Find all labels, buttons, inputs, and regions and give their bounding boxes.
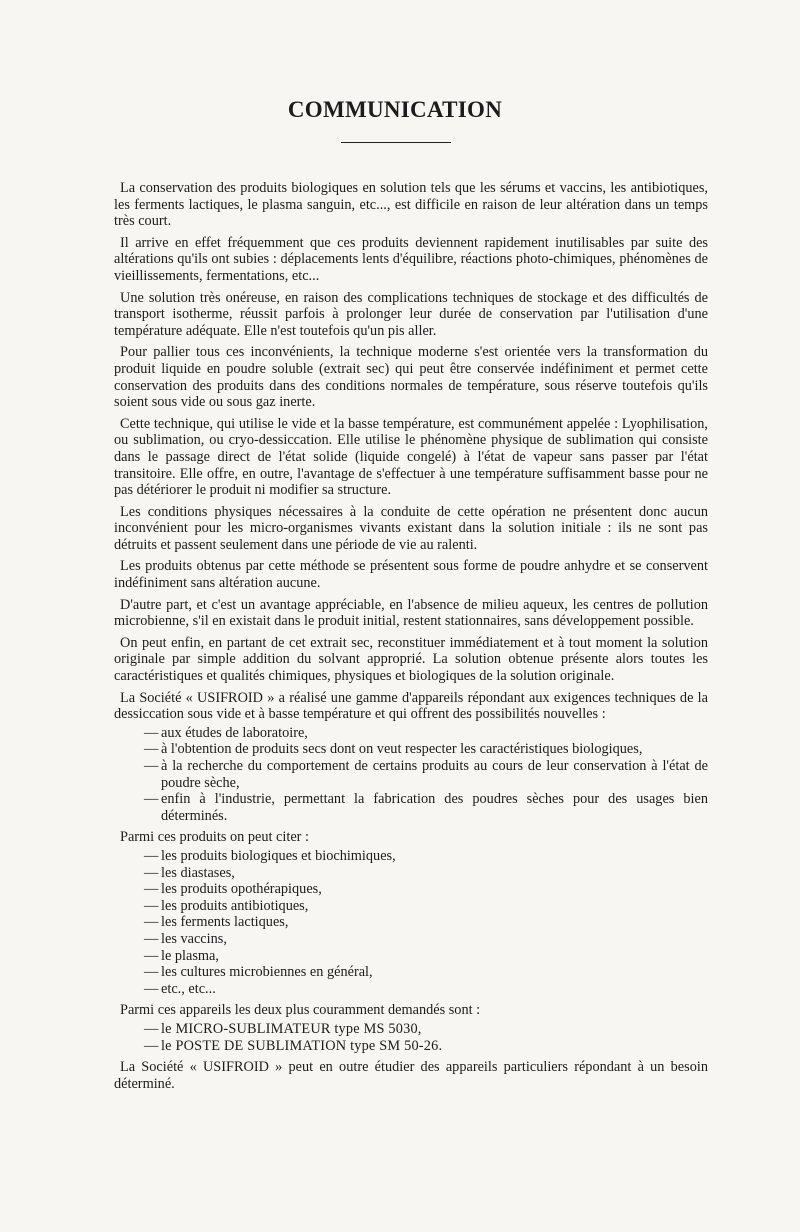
usifroid-intro: La Société « USIFROID » a réalisé une gamme d'appareils répondant aux exigences techniques de la dessiccation sous vide et à basse température et qui offrent des possibilités nouvelles :	[114, 689, 708, 723]
list-item: — les produits biologiques et biochimiques,	[144, 848, 708, 865]
list-item: — enfin à l'industrie, permettant la fabrication des poudres sèches pour des usages bien déterminés.	[144, 791, 708, 824]
products-list	[114, 848, 708, 997]
paragraph: Il arrive en effet fréquemment que ces produits deviennent rapidement inutilisables par suite des altérations qu'ils ont subies : déplacements lents d'équilibre, réactions photo-chimiques, phénomènes de vieillissements, fermentations, etc...	[114, 234, 708, 284]
title-underline	[341, 142, 451, 143]
paragraph: Cette technique, qui utilise le vide et la basse température, est communément appelée : Lyophilisation, ou sublimation, ou cryo-dessiccation. Elle utilise le phénomène physique de sublimation qui consiste dans le passage direct de l'état solide (liquide congelé) à l'état de vapeur sans passer par l'état transitoire. Elle offre, en outre, l'avantage de s'effectuer à une température suffisamment basse pour ne pas détériorer le produit ni modifier sa structure.	[114, 415, 708, 499]
paragraph: Les conditions physiques nécessaires à la conduite de cette opération ne présentent donc aucun inconvénient pour les micro-organismes vivants existant dans la solution initiale : ils ne sont pas détruits et passent seulement dans une période de vie au ralenti.	[114, 503, 708, 553]
list-item: — les cultures microbiennes en général,	[144, 964, 708, 981]
list-item: — le POSTE DE SUBLIMATION type SM 50-26.	[144, 1038, 708, 1055]
paragraph: La conservation des produits biologiques en solution tels que les sérums et vaccins, les antibiotiques, les ferments lactiques, le plasma sanguin, etc..., est difficile en raison de leur altération dans un temps très court.	[114, 180, 708, 230]
paragraph: Une solution très onéreuse, en raison des complications techniques de stockage et des difficultés de transport isotherme, réussit parfois à prolonger leur durée de conservation par l'utilisation d'une température adéquate. Elle n'est toutefois qu'un pis aller.	[114, 289, 708, 339]
paragraph: On peut enfin, en partant de cet extrait sec, reconstituer immédiatement et à tout moment la solution originale par simple addition du solvant approprié. La solution obtenue présente alors toutes les caractéristiques et qualités chimiques, physiques et biologiques de la solution originale.	[114, 634, 708, 685]
closing-paragraph: La Société « USIFROID » peut en outre étudier des appareils particuliers répondant à un besoin déterminé.	[114, 1059, 708, 1092]
paragraph: D'autre part, et c'est un avantage appréciable, en l'absence de milieu aqueux, les centres de pollution microbienne, s'il en existait dans le produit initial, restent stationnaires, sans développement possible.	[114, 596, 708, 630]
page-title: COMMUNICATION	[287, 97, 503, 122]
list-item: — le plasma,	[144, 948, 708, 965]
devices-list	[114, 1021, 708, 1054]
list-item: — à l'obtention de produits secs dont on veut respecter les caractéristiques biologiques,	[144, 741, 708, 758]
list-item: — les ferments lactiques,	[144, 914, 708, 931]
devices-intro: Parmi ces appareils les deux plus couramment demandés sont :	[120, 1002, 481, 1019]
list-item: — le MICRO-SUBLIMATEUR type MS 5030,	[144, 1021, 708, 1038]
products-intro: Parmi ces produits on peut citer :	[120, 829, 309, 846]
paragraph: Les produits obtenus par cette méthode se présentent sous forme de poudre anhydre et se conservent indéfiniment sans altération aucune.	[114, 558, 708, 592]
usifroid-list	[114, 725, 708, 825]
list-item: — etc., etc...	[144, 981, 708, 998]
list-item: — les produits opothérapiques,	[144, 881, 708, 898]
list-item: — à la recherche du comportement de certains produits au cours de leur conservation à l'état de poudre sèche,	[144, 758, 708, 791]
list-item: — aux études de laboratoire,	[144, 725, 708, 742]
list-item: — les diastases,	[144, 865, 708, 882]
paragraph: Pour pallier tous ces inconvénients, la technique moderne s'est orientée vers la transformation du produit liquide en poudre soluble (extrait sec) qui peut être conservée indéfiniment et permet cette conservation des produits dans des conditions normales de température, sous réserve toutefois qu'ils soient sous vide ou sous gaz inerte.	[114, 344, 708, 411]
document-body	[114, 180, 708, 1097]
list-item: — les vaccins,	[144, 931, 708, 948]
list-item: — les produits antibiotiques,	[144, 898, 708, 915]
